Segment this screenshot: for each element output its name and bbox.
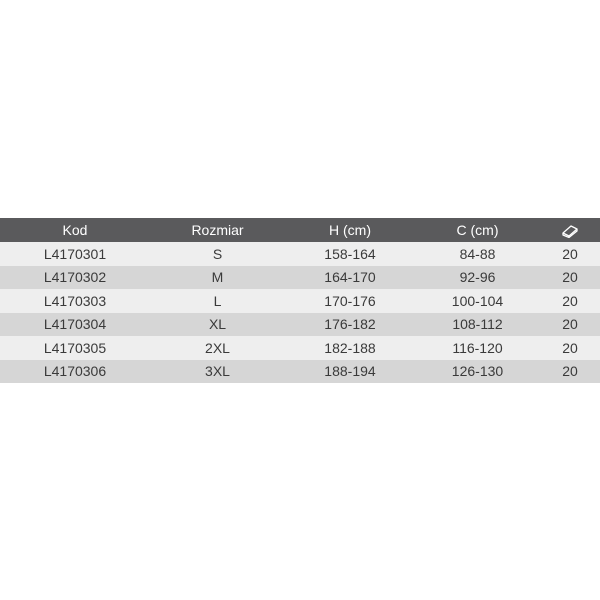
size-table xyxy=(0,218,600,383)
table-header-row xyxy=(0,218,600,242)
header-c: C (cm) xyxy=(456,222,499,238)
cell-c: 126-130 xyxy=(451,363,504,380)
table-row xyxy=(0,360,600,384)
cell-pack: 20 xyxy=(562,316,578,333)
cell-pack: 20 xyxy=(562,269,578,286)
package-icon xyxy=(561,224,579,238)
header-rozmiar: Rozmiar xyxy=(191,222,244,238)
cell-pack: 20 xyxy=(562,292,578,309)
table-row xyxy=(0,313,600,337)
cell-pack: 20 xyxy=(562,363,578,380)
cell-pack: 20 xyxy=(562,245,578,262)
cell-h: 188-194 xyxy=(324,363,376,380)
cell-h: 158-164 xyxy=(324,245,376,262)
cell-rozmiar: M xyxy=(211,269,224,286)
cell-rozmiar: XL xyxy=(208,316,227,333)
cell-rozmiar: L xyxy=(213,292,222,309)
table-row xyxy=(0,336,600,360)
cell-rozmiar: 3XL xyxy=(205,363,230,380)
cell-c: 92-96 xyxy=(459,269,496,286)
cell-rozmiar: 2XL xyxy=(205,339,230,356)
cell-h: 170-176 xyxy=(324,292,376,309)
header-h: H (cm) xyxy=(329,222,371,238)
table-row xyxy=(0,266,600,290)
cell-pack: 20 xyxy=(562,339,578,356)
cell-h: 164-170 xyxy=(324,269,376,286)
cell-c: 116-120 xyxy=(452,339,503,356)
header-pack xyxy=(540,222,600,238)
header-kod: Kod xyxy=(62,222,88,238)
cell-kod: L4170306 xyxy=(43,363,107,380)
cell-c: 108-112 xyxy=(452,316,503,333)
table-row xyxy=(0,242,600,266)
cell-kod: L4170301 xyxy=(43,245,107,262)
cell-h: 176-182 xyxy=(324,316,376,333)
cell-kod: L4170304 xyxy=(43,316,107,333)
cell-kod: L4170305 xyxy=(43,339,107,356)
cell-kod: L4170302 xyxy=(43,269,107,286)
cell-kod: L4170303 xyxy=(43,292,107,309)
cell-c: 84-88 xyxy=(459,245,496,262)
cell-c: 100-104 xyxy=(451,292,504,309)
cell-rozmiar: S xyxy=(212,245,223,262)
cell-h: 182-188 xyxy=(324,339,376,356)
table-row xyxy=(0,289,600,313)
